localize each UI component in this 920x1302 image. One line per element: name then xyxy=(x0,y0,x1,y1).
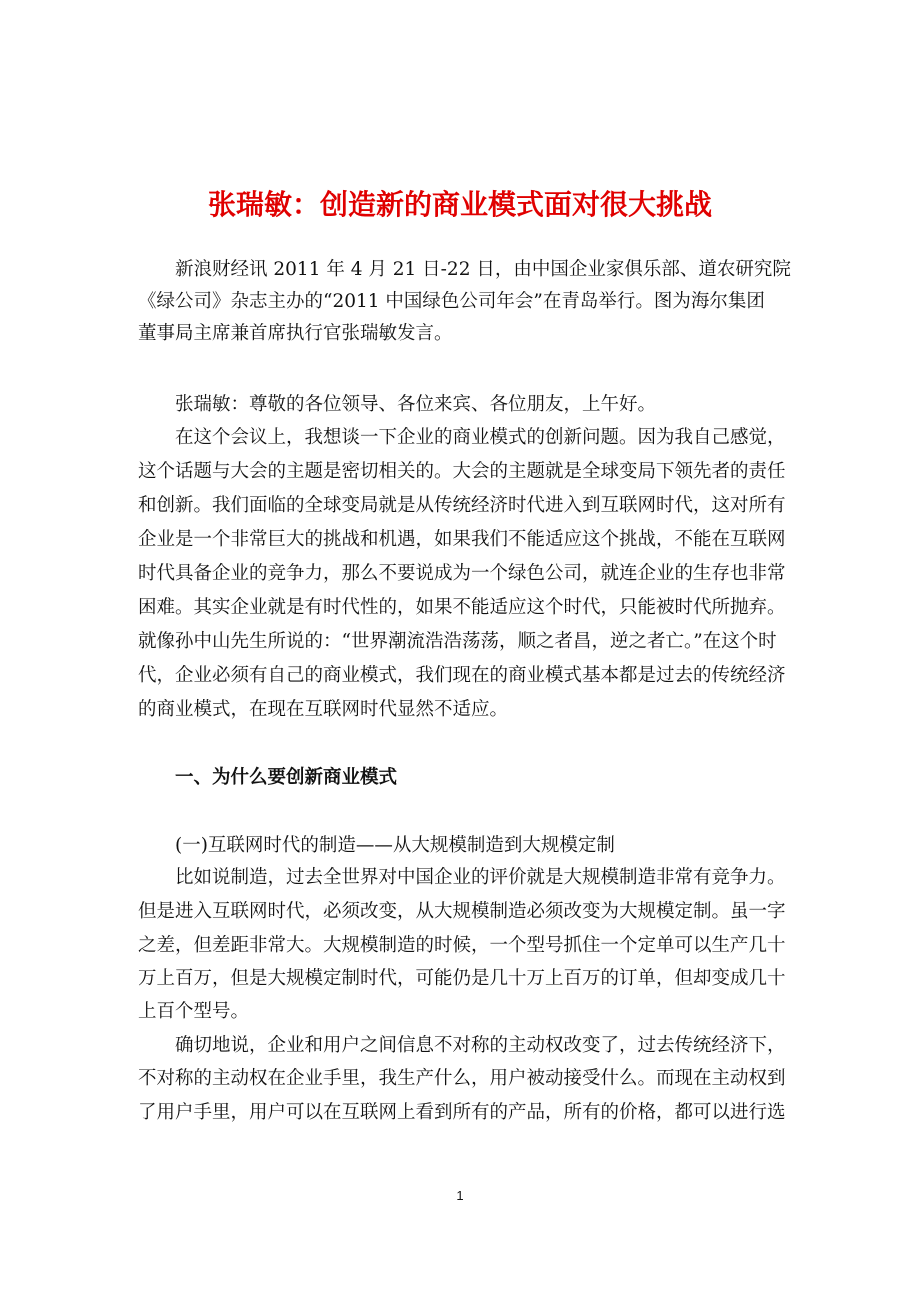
section-heading: 一、为什么要创新商业模式 xyxy=(175,767,398,788)
paragraph-line: 的商业模式，在现在互联网时代显然不适应。 xyxy=(138,699,509,720)
paragraph-line: 了用户手里，用户可以在互联网上看到所有的产品，所有的价格，都可以进行选 xyxy=(138,1102,786,1123)
page-number: 1 xyxy=(456,1188,464,1203)
intro-line: 董事局主席兼首席执行官张瑞敏发言。 xyxy=(138,323,453,344)
paragraph-line: 在这个会议上，我想谈一下企业的商业模式的创新问题。因为我自己感觉， xyxy=(175,427,786,448)
intro-line: 新浪财经讯 2011 年 4 月 21 日-22 日，由中国企业家俱乐部、道农研究院 xyxy=(175,259,791,280)
paragraph-line: 万上百万，但是大规模定制时代，可能仍是几十万上百万的订单，但却变成几十 xyxy=(138,968,786,989)
paragraph-line: 代，企业必须有自己的商业模式，我们现在的商业模式基本都是过去的传统经济 xyxy=(138,665,786,686)
paragraph-line: 就像孙中山先生所说的：“世界潮流浩浩荡荡，顺之者昌，逆之者亡。”在这个时 xyxy=(138,631,777,652)
intro-line: 《绿公司》杂志主办的“2011 中国绿色公司年会”在青岛举行。图为海尔集团 xyxy=(138,291,765,312)
paragraph-line: 困难。其实企业就是有时代性的，如果不能适应这个时代，只能被时代所抛弃。 xyxy=(138,597,786,618)
paragraph-line: 不对称的主动权在企业手里，我生产什么，用户被动接受什么。而现在主动权到 xyxy=(138,1068,786,1089)
paragraph-line: 确切地说，企业和用户之间信息不对称的主动权改变了，过去传统经济下， xyxy=(175,1035,786,1056)
paragraph-line: 但是进入互联网时代，必须改变，从大规模制造必须改变为大规模定制。虽一字 xyxy=(138,901,786,922)
paragraph-line: 这个话题与大会的主题是密切相关的。大会的主题就是全球变局下领先者的责任 xyxy=(138,461,786,482)
document-title: 张瑞敏：创造新的商业模式面对很大挑战 xyxy=(207,188,712,221)
paragraph-line: 时代具备企业的竞争力，那么不要说成为一个绿色公司，就连企业的生存也非常 xyxy=(138,563,786,584)
subsection-heading: (一)互联网时代的制造——从大规模制造到大规模定制 xyxy=(175,835,615,856)
paragraph-line: 比如说制造，过去全世界对中国企业的评价就是大规模制造非常有竞争力。 xyxy=(175,867,786,888)
greeting-line: 张瑞敏：尊敬的各位领导、各位来宾、各位朋友，上午好。 xyxy=(175,394,657,415)
paragraph-line: 之差，但差距非常大。大规模制造的时候，一个型号抓住一个定单可以生产几十 xyxy=(138,935,786,956)
paragraph-line: 企业是一个非常巨大的挑战和机遇，如果我们不能适应这个挑战，不能在互联网 xyxy=(138,529,786,550)
paragraph-line: 和创新。我们面临的全球变局就是从传统经济时代进入到互联网时代，这对所有 xyxy=(138,495,786,516)
paragraph-line: 上百个型号。 xyxy=(138,1001,250,1022)
